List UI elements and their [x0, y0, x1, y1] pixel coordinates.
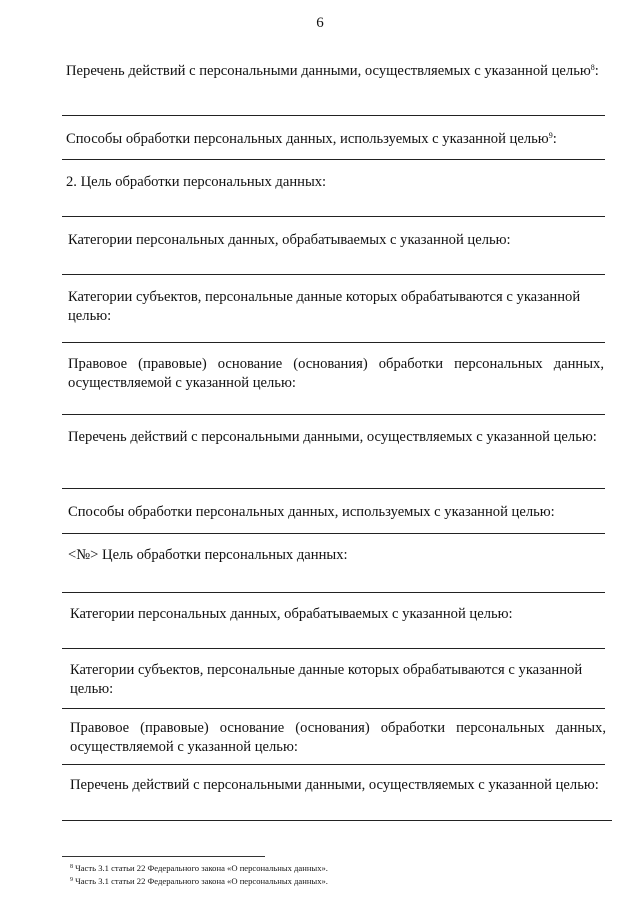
fill-in-line	[62, 159, 605, 160]
section-heading: 2. Цель обработки персональных данных:	[66, 174, 327, 190]
fill-in-line	[62, 592, 605, 593]
footnote: $^8$ Часть 3.1 статьи 22 Федерального закона «О персональных данных».	[70, 863, 328, 873]
section-heading: <№> Цель обработки персональных данных:	[68, 547, 348, 563]
footnote-ref: 8	[590, 63, 595, 72]
fill-in-line	[62, 488, 605, 489]
section-paragraph: Категории персональных данных, обрабатываемых с указанной целью:	[68, 232, 511, 248]
section-paragraph: Категории субъектов, персональные данные которых обрабатываются с указанной целью:	[68, 289, 581, 324]
section-paragraph: Категории персональных данных, обрабатываемых с указанной целью:	[70, 606, 513, 622]
fill-in-line	[62, 414, 605, 415]
footnote-ref: 9	[548, 131, 553, 140]
fill-in-line	[62, 708, 605, 709]
footnote-separator	[62, 856, 265, 857]
section-paragraph: Способы обработки персональных данных, используемых с указанной целью:	[68, 504, 555, 520]
fill-in-line	[62, 648, 605, 649]
section-paragraph: Способы обработки персональных данных, используемых с указанной целью$^9$:	[66, 131, 557, 147]
section-paragraph: Правовое (правовые) основание (основания) обработки персональных данных, осуществляемой с указанной целью:	[68, 356, 604, 391]
fill-in-line	[62, 764, 605, 765]
fill-in-line	[62, 342, 605, 343]
section-paragraph: Перечень действий с персональными данными, осуществляемых с указанной целью:	[70, 777, 599, 793]
section-paragraph: Перечень действий с персональными данными, осуществляемых с указанной целью$^8$:	[66, 63, 599, 79]
fill-in-line	[62, 533, 605, 534]
section-paragraph: Перечень действий с персональными данными, осуществляемых с указанной целью:	[68, 429, 597, 445]
page-number: 6	[316, 15, 324, 31]
section-paragraph: Правовое (правовые) основание (основания) обработки персональных данных, осуществляемой с указанной целью:	[70, 720, 606, 755]
fill-in-line	[62, 820, 612, 821]
fill-in-line	[62, 274, 605, 275]
fill-in-line	[62, 115, 605, 116]
fill-in-line	[62, 216, 605, 217]
section-paragraph: Категории субъектов, персональные данные которых обрабатываются с указанной целью:	[70, 662, 583, 697]
footnote: $^9$ Часть 3.1 статьи 22 Федерального закона «О персональных данных».	[70, 876, 328, 886]
